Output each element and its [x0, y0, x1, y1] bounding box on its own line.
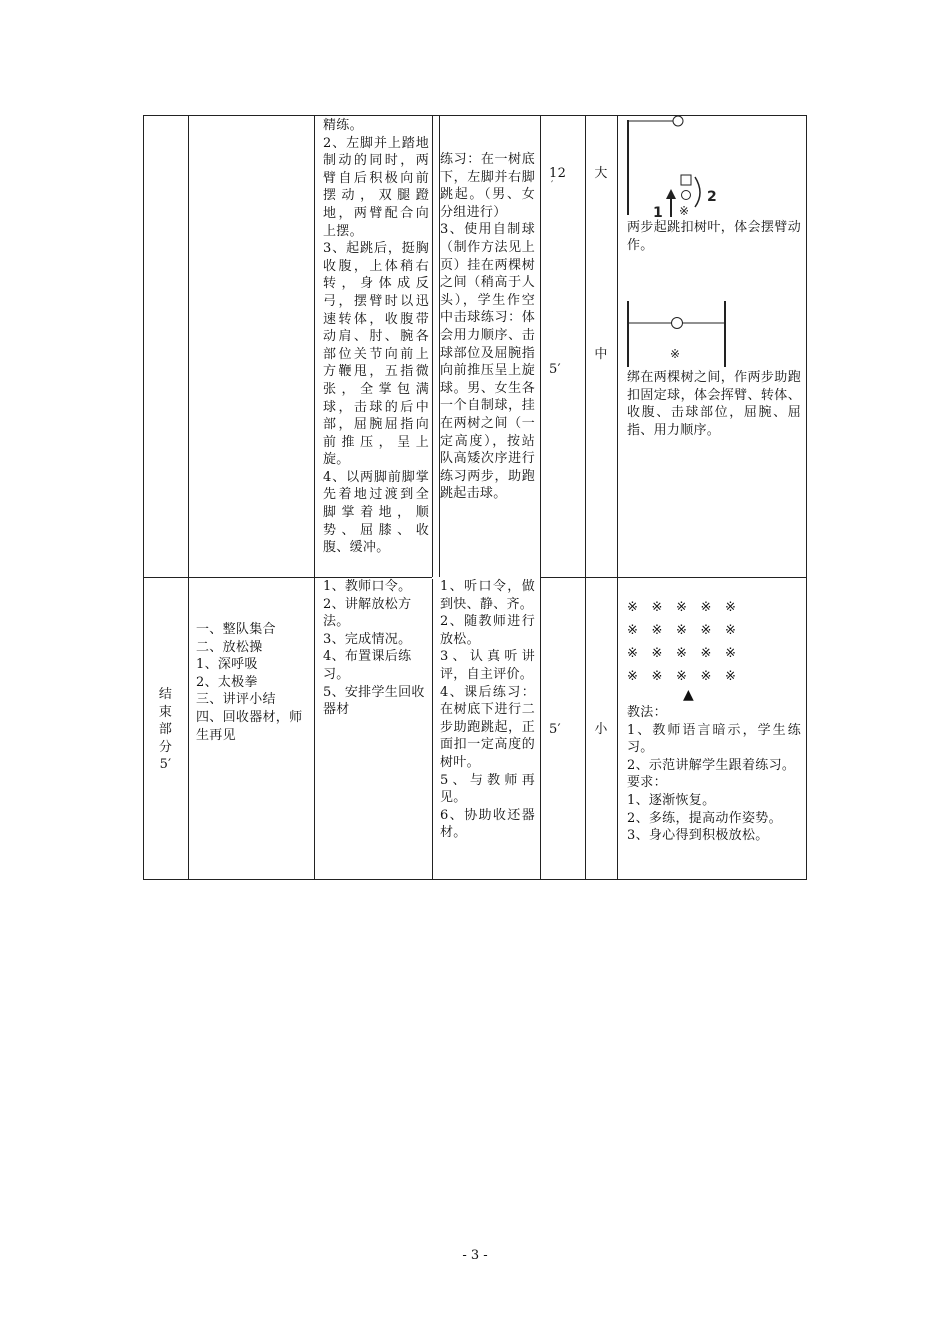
- page-number: - 3 -: [462, 1248, 488, 1263]
- section-label: 结 束 部 分 5′: [158, 687, 173, 773]
- formation-row: ※ ※ ※ ※ ※: [627, 669, 737, 684]
- diagram-2-caption: 绑在两棵树之间，作两步助跑扣固定球，体会挥臂、转体、收腹、击球部位，屈腕、屈指、用力顺序。: [627, 370, 801, 438]
- leaf-circle: [673, 116, 683, 126]
- hanging-ball-diagram: [621, 297, 806, 372]
- student-circle: [682, 191, 691, 200]
- table-right-border: [806, 115, 807, 880]
- closing-notes: 教法： 1、教师语言暗示，学生练习。 2、示范讲解学生跟着练习。 要求： 1、逐渐恢复。 2、多练，提高动作姿势。 3、身心得到积极放松。: [627, 705, 801, 844]
- column-divider: [314, 115, 315, 880]
- lesson-plan-table: [143, 115, 807, 880]
- column-divider: [617, 115, 618, 880]
- intensity-high: 大: [594, 166, 608, 181]
- table-bottom-border: [143, 879, 807, 880]
- formation-row: ※ ※ ※ ※ ※: [627, 646, 737, 661]
- teacher-closing-activity: 1、教师口令。 2、讲解放松方法。 3、完成情况。 4、布置课后练习。 5、安排学生回收器材: [323, 579, 425, 718]
- formation-grid: [627, 596, 801, 688]
- student-closing-activity: 1、听口令，做到快、静、齐。 2、随教师进行放松。 3、认真听讲评，自主评价。 4、课后练习：在树底下进行二步助跑跳起，正面扣一定高度的树叶。 5、与教师再见。 6、协助收还器材。: [440, 579, 535, 841]
- jump-arc: [695, 177, 700, 207]
- intensity-medium: 中: [594, 347, 608, 362]
- formation-row: ※ ※ ※ ※ ※: [627, 600, 737, 615]
- hanging-ball: [672, 318, 683, 329]
- column-divider: [188, 115, 189, 880]
- diagram-1-caption: 两步起跳扣树叶，体会摆臂动作。: [627, 220, 801, 253]
- time-12: 12: [549, 166, 567, 181]
- column-divider: [585, 115, 586, 880]
- closing-content: 一、整队集合 二、放松操 1、深呼吸 2、太极拳 三、讲评小结 四、回收器材，师生再见: [196, 622, 303, 743]
- arrow-head: [666, 189, 676, 199]
- teacher-marker-icon: ▲: [683, 687, 695, 703]
- teacher-method-text: 精练。 2、左脚并上踏地制动的同时，两臂自后积极向前摆动，双腿蹬地，两臂配合向上摆。 3、起跳后，挺胸收腹，上体稍右转，身体成反弓，摆臂时以迅速转体，收腹带动肩、肘、腕各部位关节向前上方鞭甩，五指微张，全掌包满球，击球的后中部，屈腕屈指向前推压，呈上旋。 4、以两脚前脚掌先着地过渡到全脚掌着地，顺势、屈膝、收腹、缓冲。: [323, 118, 429, 556]
- time-12-mark: ′: [551, 180, 554, 191]
- jump-tree-diagram: [621, 115, 806, 225]
- column-divider: [540, 115, 541, 880]
- intensity-low: 小: [594, 722, 608, 737]
- column-divider: [432, 115, 433, 880]
- position-mark: ※: [679, 204, 690, 218]
- time-5: 5′: [549, 362, 561, 377]
- step-2-label: 2: [707, 189, 717, 205]
- step-1-label: 1: [653, 205, 663, 221]
- student-mark: ※: [670, 347, 681, 361]
- closing-time: 5′: [549, 722, 561, 737]
- formation-row: ※ ※ ※ ※ ※: [627, 623, 737, 638]
- student-practice-text: 练习：在一树底下，左脚并右脚跳起。（男、女分组进行） 3、使用自制球（制作方法见上页）挂在两棵树之间（稍高于人头），学生作空中击球练习：体会用力顺序、击球部位及屈腕指向前推压呈上旋球。男、女生各一个自制球，挂在两树之间（一定高度），按站队高矮次序进行练习两步，助跑跳起击球。: [440, 152, 535, 502]
- teacher-square: [681, 175, 691, 185]
